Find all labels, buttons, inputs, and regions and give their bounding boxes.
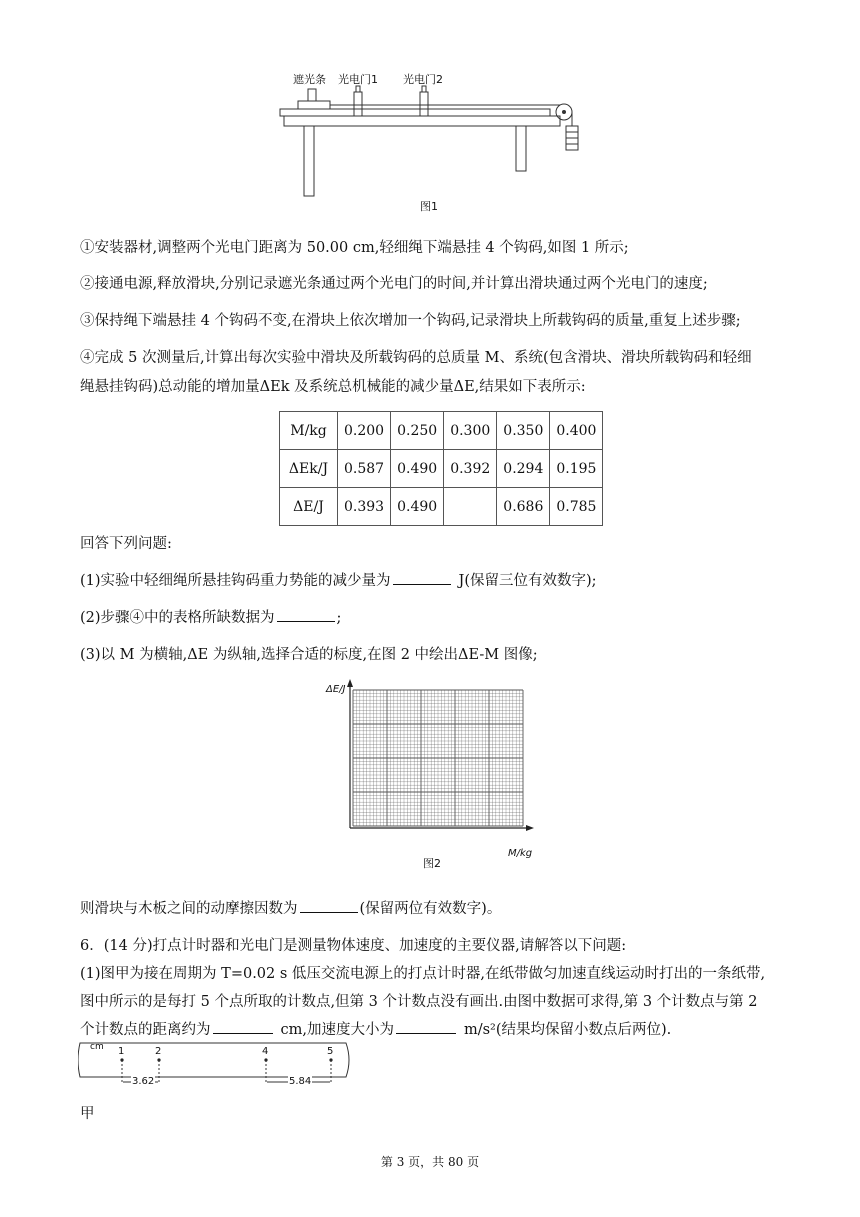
- tape-point-2: 2: [155, 1046, 162, 1057]
- table-row: [280, 412, 603, 450]
- table-cell: 0.686: [497, 488, 550, 526]
- answer-blank[interactable]: [213, 1018, 273, 1034]
- step-2: ②接通电源,释放滑块,分别记录遮光条通过两个光电门的时间,并计算出滑块通过两个光电门的速度;: [80, 276, 708, 292]
- question-1-text: (1)实验中轻细绳所悬挂钩码重力势能的减少量为: [80, 573, 391, 589]
- label-light-strip: 遮光条: [293, 73, 326, 86]
- table-cell: 0.490: [391, 450, 444, 488]
- table-cell: 0.195: [550, 450, 603, 488]
- question-1-unit: J(保留三位有效数字);: [458, 573, 597, 589]
- answer-blank[interactable]: [277, 606, 335, 622]
- tape-point-4: 4: [262, 1046, 269, 1057]
- problem-6-text-a: 个计数点的距离约为: [80, 1022, 211, 1038]
- answer-blank[interactable]: [300, 897, 358, 913]
- row-header: M/kg: [280, 412, 338, 450]
- step-4-line-2: 绳悬挂钩码)总动能的增加量ΔEk 及系统总机械能的减少量ΔE,结果如下表所示:: [80, 379, 586, 395]
- table-cell: 0.785: [550, 488, 603, 526]
- table-cell-missing: [444, 488, 497, 526]
- tape-unit: cm: [90, 1042, 104, 1052]
- page-footer: 第 3 页，共 80 页: [380, 1155, 480, 1169]
- y-axis-label: ΔE/J: [326, 684, 346, 695]
- problem-6-line-1: 6．(14 分)打点计时器和光电门是测量物体速度、加速度的主要仪器,请解答以下问题:: [80, 938, 627, 954]
- row-header: ΔE/J: [280, 488, 338, 526]
- data-table: [279, 411, 603, 526]
- question-4-note: (保留两位有效数字)。: [359, 901, 502, 917]
- problem-6-line-4: [80, 1018, 671, 1042]
- graph-grid: [320, 676, 540, 866]
- table-cell: 0.392: [444, 450, 497, 488]
- x-axis-label: M/kg: [508, 848, 533, 859]
- label-gate-1: 光电门1: [338, 73, 378, 86]
- question-2-text: (2)步骤④中的表格所缺数据为: [80, 610, 275, 626]
- table-cell: 0.587: [338, 450, 391, 488]
- step-3: ③保持绳下端悬挂 4 个钩码不变,在滑块上依次增加一个钩码,记录滑块上所载钩码的质量,重复上述步骤;: [80, 313, 741, 329]
- question-2: [80, 606, 341, 630]
- question-4-text: 则滑块与木板之间的动摩擦因数为: [80, 901, 298, 917]
- table-row: [280, 488, 603, 526]
- problem-6-text-b: cm,加速度大小为: [280, 1022, 394, 1038]
- step-1: ①安装器材,调整两个光电门距离为 50.00 cm,轻细绳下端悬挂 4 个钩码,如图 1 所示;: [80, 240, 629, 256]
- table-cell: 0.350: [497, 412, 550, 450]
- answer-blank[interactable]: [396, 1018, 456, 1034]
- row-header: ΔEk/J: [280, 450, 338, 488]
- table-row: [280, 450, 603, 488]
- figure-2: [320, 676, 540, 866]
- table-cell: 0.200: [338, 412, 391, 450]
- figure-1-caption: 图1: [420, 200, 438, 213]
- problem-6-line-3: 图中所示的是每打 5 个点所取的计数点,但第 3 个计数点没有画出.由图中数据可求得,第 3 个计数点与第 2: [80, 994, 758, 1010]
- label-gate-2: 光电门2: [403, 73, 443, 86]
- question-3: (3)以 M 为横轴,ΔE 为纵轴,选择合适的标度,在图 2 中绘出ΔE-M 图像;: [80, 647, 538, 663]
- step-4-line-1: ④完成 5 次测量后,计算出每次实验中滑块及所载钩码的总质量 M、系统(包含滑块、滑块所载钩码和轻细: [80, 350, 752, 366]
- table-cell: 0.300: [444, 412, 497, 450]
- tape-distance-1-2: 3.62: [132, 1076, 155, 1087]
- table-cell: 0.294: [497, 450, 550, 488]
- tape-caption: 甲: [80, 1106, 95, 1122]
- answer-blank[interactable]: [393, 569, 451, 585]
- table-cell: 0.393: [338, 488, 391, 526]
- question-1: [80, 569, 597, 593]
- table-cell: 0.250: [391, 412, 444, 450]
- tape-point-5: 5: [327, 1046, 334, 1057]
- tape-point-1: 1: [118, 1046, 125, 1057]
- problem-6-text-c: m/s²(结果均保留小数点后两位).: [463, 1022, 672, 1038]
- question-4: [80, 897, 501, 921]
- table-cell: 0.490: [391, 488, 444, 526]
- question-2-end: ;: [336, 610, 342, 626]
- table-cell: 0.400: [550, 412, 603, 450]
- tape-distance-4-5: 5.84: [289, 1076, 312, 1087]
- questions-intro: 回答下列问题:: [80, 536, 172, 552]
- figure-2-caption: 图2: [423, 857, 441, 870]
- problem-6-line-2: (1)图甲为接在周期为 T=0.02 s 低压交流电源上的打点计时器,在纸带做匀加速直线运动时打出的一条纸带,: [80, 966, 766, 982]
